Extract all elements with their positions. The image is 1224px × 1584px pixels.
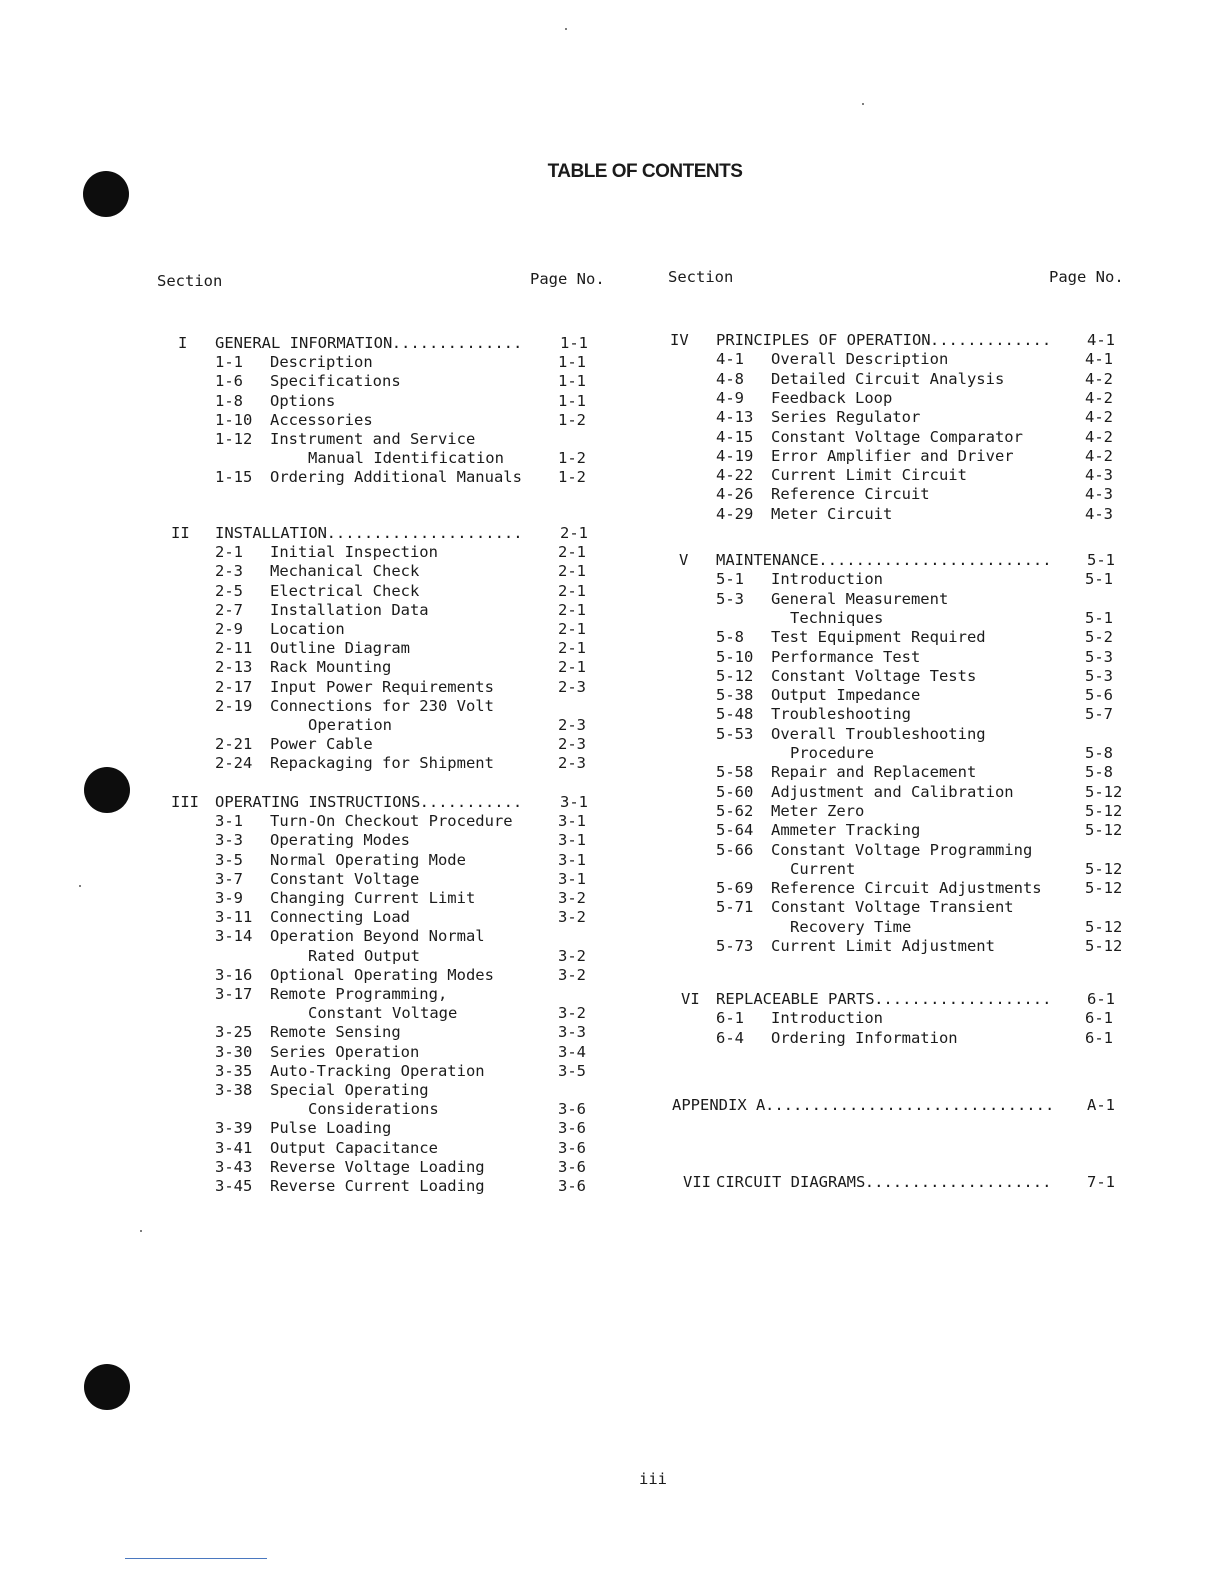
entry-number: 6-4 (716, 1028, 744, 1047)
entry-number: 3-14 (215, 927, 253, 946)
leader-dots: ............. (929, 331, 1052, 349)
entry-page: 3-2 (558, 965, 586, 984)
entry-title: Manual Identification (308, 449, 504, 468)
section-heading (0, 551, 1224, 570)
entry-title: Operating Modes (270, 831, 410, 850)
entry-number: 2-11 (215, 639, 253, 658)
entry-number: 3-1 (215, 812, 243, 831)
section-title[interactable]: GENERAL INFORMATION (215, 334, 393, 352)
section-page: 5-1 (1087, 551, 1115, 569)
toc-entry[interactable] (0, 350, 1224, 369)
entry-number: 5-12 (716, 666, 754, 685)
entry-page: 6-1 (1085, 1028, 1113, 1047)
entry-page: 2-3 (558, 735, 586, 754)
entry-title: Special Operating (270, 1081, 429, 1099)
scan-speck (862, 103, 864, 105)
entry-number: 2-1 (215, 543, 243, 562)
toc-entry[interactable] (0, 1029, 1224, 1048)
binder-hole-bottom (84, 1364, 130, 1410)
entry-number: 4-22 (716, 466, 754, 485)
section-title[interactable]: MAINTENANCE (716, 551, 819, 569)
entry-title: Repair and Replacement (771, 763, 977, 782)
entry-page: 1-2 (558, 468, 586, 487)
entry-page: 3-1 (558, 812, 586, 831)
entry-number: 3-16 (215, 965, 253, 984)
entry-page: 1-2 (558, 410, 586, 429)
toc-entry[interactable] (0, 763, 1224, 782)
entry-title: Performance Test (771, 647, 921, 666)
section-page: A-1 (1087, 1096, 1115, 1114)
entry-title: Error Amplifier and Driver (771, 446, 1014, 465)
entry-title: Remote Sensing (270, 1023, 401, 1042)
entry-number: 5-58 (716, 763, 754, 782)
entry-number: 3-17 (215, 985, 253, 1003)
section-roman: VI (681, 990, 700, 1008)
section-roman: III (171, 793, 199, 811)
entry-page: 2-1 (558, 658, 586, 677)
entry-title: Current Limit Circuit (771, 466, 967, 485)
entry-page: 3-2 (558, 889, 586, 907)
entry-page: 5-12 (1085, 801, 1123, 820)
entry-number: 3-38 (215, 1081, 253, 1099)
footer-rule (125, 1558, 267, 1559)
toc-entry[interactable] (0, 667, 1224, 686)
toc-entry[interactable] (0, 428, 1224, 447)
entry-page: 2-3 (558, 754, 586, 773)
section-page: 6-1 (1087, 990, 1115, 1008)
entry-title: Overall Description (771, 350, 949, 369)
entry-number: 2-5 (215, 581, 243, 600)
section-heading (0, 1096, 1224, 1115)
entry-page: 3-2 (558, 1004, 586, 1023)
entry-title: Reference Circuit (771, 485, 930, 504)
right-page-header: Page No. (1049, 268, 1124, 286)
entry-page: 5-12 (1085, 821, 1123, 840)
entry-title: Procedure (790, 744, 874, 762)
entry-page: 3-6 (558, 1100, 586, 1119)
entry-title: Ordering Additional Manuals (270, 468, 522, 487)
toc-entry[interactable] (0, 590, 1224, 609)
entry-page: 5-1 (1085, 570, 1113, 589)
section-page: 3-1 (560, 793, 588, 811)
entry-number: 3-3 (215, 831, 243, 850)
leader-dots: .............. (391, 334, 523, 352)
left-section-header: Section (157, 272, 223, 290)
entry-title: Troubleshooting (771, 705, 911, 724)
entry-page: 2-1 (558, 600, 586, 619)
toc-entry[interactable] (0, 821, 1224, 840)
section-heading (0, 990, 1224, 1009)
entry-number: 5-48 (716, 705, 754, 724)
entry-number: 2-7 (215, 600, 243, 619)
entry-title: Constant Voltage Transient (771, 898, 1014, 917)
entry-number: 1-15 (215, 468, 253, 487)
entry-number: 4-15 (716, 427, 754, 446)
entry-title: Output Impedance (771, 686, 921, 705)
toc-entry[interactable] (0, 466, 1224, 485)
entry-number: 1-10 (215, 410, 253, 429)
entry-page: 3-1 (558, 869, 586, 888)
entry-number: 2-3 (215, 562, 243, 581)
section-title[interactable]: PRINCIPLES OF OPERATION (716, 331, 931, 349)
toc-entry-continuation (0, 860, 1224, 879)
entry-page: 1-2 (558, 449, 586, 468)
entry-title: Series Operation (270, 1042, 420, 1061)
entry-title: Constant Voltage Tests (771, 666, 977, 685)
entry-title: Introduction (771, 570, 883, 589)
entry-title: Auto-Tracking Operation (270, 1061, 485, 1080)
leader-dots: ............................... (765, 1096, 1055, 1114)
toc-entry[interactable] (0, 1009, 1224, 1028)
section-page: 1-1 (560, 334, 588, 352)
entry-number: 3-9 (215, 889, 243, 907)
entry-number: 5-71 (716, 898, 754, 917)
entry-page: 5-7 (1085, 705, 1113, 724)
entry-title: Meter Zero (771, 801, 865, 820)
entry-title: Operation Beyond Normal (270, 927, 485, 946)
entry-number: 1-8 (215, 391, 243, 410)
toc-entry[interactable] (0, 802, 1224, 821)
section-title[interactable]: CIRCUIT DIAGRAMS (716, 1173, 866, 1191)
toc-entry[interactable] (0, 841, 1224, 860)
entry-title: Turn-On Checkout Procedure (270, 812, 513, 831)
leader-dots: ........... (419, 793, 523, 811)
entry-number: 4-1 (716, 350, 744, 369)
entry-title: Options (270, 391, 336, 410)
entry-title: Operation (308, 716, 392, 734)
entry-page: 2-1 (558, 543, 586, 562)
entry-page: 4-1 (1085, 350, 1113, 369)
toc-entry[interactable] (0, 408, 1224, 427)
entry-title: Ammeter Tracking (771, 821, 921, 840)
toc-entry[interactable] (0, 628, 1224, 647)
entry-title: Description (270, 353, 373, 372)
section-page: 7-1 (1087, 1173, 1115, 1191)
entry-title: Constant Voltage Programming (771, 840, 1033, 859)
toc-entry[interactable] (0, 705, 1224, 724)
entry-title: Recovery Time (790, 917, 912, 936)
entry-page: 3-2 (558, 908, 586, 927)
entry-number: 5-10 (716, 647, 754, 666)
page-title: TABLE OF CONTENTS (547, 161, 743, 182)
entry-title: Specifications (270, 372, 401, 391)
entry-page: 3-5 (558, 1061, 586, 1080)
section-title[interactable]: OPERATING INSTRUCTIONS (215, 793, 421, 811)
entry-number: 3-25 (215, 1023, 253, 1042)
entry-title: Reverse Current Loading (270, 1177, 485, 1195)
section-roman: I (178, 334, 188, 352)
toc-entry[interactable] (0, 447, 1224, 466)
entry-title: Adjustment and Calibration (771, 782, 1014, 801)
entry-number: 2-13 (215, 658, 253, 677)
entry-page: 2-3 (558, 716, 586, 734)
entry-title: Ordering Information (771, 1028, 958, 1047)
entry-number: 2-24 (215, 754, 253, 773)
entry-number: 5-8 (716, 628, 744, 647)
entry-number: 3-39 (215, 1119, 253, 1138)
entry-number: 2-9 (215, 620, 243, 638)
entry-number: 5-53 (716, 724, 754, 743)
section-roman: IV (670, 331, 689, 349)
entry-title: Rack Mounting (270, 658, 392, 677)
entry-title: Current (790, 859, 856, 878)
leader-dots: ................... (874, 990, 1052, 1008)
entry-number: 4-13 (716, 408, 754, 427)
toc-entry[interactable] (0, 686, 1224, 705)
entry-title: Meter Circuit (771, 504, 893, 523)
entry-title: Normal Operating Mode (270, 850, 466, 869)
section-title[interactable]: APPENDIX A (672, 1096, 766, 1114)
entry-page: 2-1 (558, 581, 586, 600)
section-roman: VII (683, 1173, 711, 1191)
entry-number: 5-3 (716, 589, 744, 608)
entry-title: Changing Current Limit (270, 889, 476, 907)
toc-entry[interactable] (0, 879, 1224, 898)
entry-title: Power Cable (270, 735, 373, 754)
section-heading (0, 1173, 1224, 1192)
entry-number: 1-6 (215, 372, 243, 391)
page-number: iii (639, 1470, 667, 1488)
section-roman: V (679, 551, 689, 569)
toc-entry-continuation (0, 609, 1224, 628)
entry-number: 4-26 (716, 485, 754, 504)
entry-page: 2-1 (558, 620, 586, 638)
leader-dots: ..................... (326, 524, 523, 542)
entry-number: 5-73 (716, 937, 754, 955)
toc-entry-continuation (0, 744, 1224, 763)
entry-page: 4-3 (1085, 485, 1113, 504)
section-title[interactable]: REPLACEABLE PARTS (716, 990, 875, 1008)
entry-title: Considerations (308, 1100, 439, 1119)
entry-number: 3-45 (215, 1177, 253, 1195)
entry-number: 3-30 (215, 1042, 253, 1061)
entry-number: 4-8 (716, 369, 744, 388)
entry-title: Optional Operating Modes (270, 965, 494, 984)
entry-page: 2-3 (558, 677, 586, 696)
entry-page: 4-2 (1085, 446, 1113, 465)
entry-number: 3-41 (215, 1138, 253, 1157)
entry-number: 5-64 (716, 821, 754, 840)
left-page-header: Page No. (530, 270, 605, 288)
entry-number: 2-17 (215, 677, 253, 696)
section-page: 4-1 (1087, 331, 1115, 349)
entry-page: 4-3 (1085, 504, 1113, 523)
toc-entry[interactable] (0, 937, 1224, 956)
entry-page: 2-1 (558, 562, 586, 581)
entry-page: 3-2 (558, 946, 586, 965)
entry-page: 1-1 (558, 391, 586, 410)
entry-page: 3-4 (558, 1042, 586, 1061)
entry-number: 5-38 (716, 686, 754, 705)
section-heading (0, 524, 1224, 543)
entry-page: 4-2 (1085, 388, 1113, 407)
entry-number: 5-69 (716, 879, 754, 898)
entry-number: 2-21 (215, 735, 253, 754)
entry-title: Repackaging for Shipment (270, 754, 494, 773)
entry-number: 3-5 (215, 850, 243, 869)
scan-speck (565, 28, 567, 30)
toc-entry[interactable] (0, 485, 1224, 504)
entry-title: Current Limit Adjustment (771, 937, 995, 955)
entry-number: 2-19 (215, 696, 253, 715)
toc-entry[interactable] (0, 1062, 1224, 1081)
entry-page: 5-2 (1085, 628, 1113, 647)
scan-speck (140, 1230, 142, 1232)
entry-number: 3-43 (215, 1157, 253, 1176)
toc-entry[interactable] (0, 1139, 1224, 1158)
entry-title: Overall Troubleshooting (771, 724, 986, 743)
entry-title: Introduction (771, 1009, 883, 1028)
toc-entry[interactable] (0, 505, 1224, 524)
leader-dots: .................... (864, 1173, 1052, 1191)
entry-number: 5-66 (716, 840, 754, 859)
right-section-header: Section (668, 268, 734, 286)
entry-number: 3-7 (215, 869, 243, 888)
entry-page: 5-1 (1085, 608, 1113, 627)
entry-title: Reference Circuit Adjustments (771, 879, 1042, 898)
entry-page: 5-3 (1085, 666, 1113, 685)
entry-page: 4-3 (1085, 466, 1113, 485)
entry-title: Test Equipment Required (771, 628, 986, 647)
entry-page: 5-12 (1085, 937, 1123, 955)
entry-number: 5-1 (716, 570, 744, 589)
entry-title: Location (270, 620, 345, 638)
entry-page: 5-12 (1085, 782, 1123, 801)
entry-number: 3-11 (215, 908, 253, 927)
entry-title: Outline Diagram (270, 639, 410, 658)
toc-entry[interactable] (0, 898, 1224, 917)
entry-title: Remote Programming, (270, 985, 448, 1003)
toc-entry[interactable] (0, 1119, 1224, 1138)
entry-page: 5-3 (1085, 647, 1113, 666)
entry-page: 5-12 (1085, 859, 1123, 878)
entry-title: Techniques (790, 608, 884, 627)
section-heading (0, 331, 1224, 350)
section-roman: II (171, 524, 190, 542)
entry-number: 4-19 (716, 446, 754, 465)
entry-title: Constant Voltage (308, 1004, 458, 1023)
entry-page: 3-1 (558, 850, 586, 869)
entry-page: 4-2 (1085, 408, 1113, 427)
entry-page: 4-2 (1085, 427, 1113, 446)
entry-title: Mechanical Check (270, 562, 420, 581)
entry-page: 5-12 (1085, 879, 1123, 898)
entry-title: Detailed Circuit Analysis (771, 369, 1005, 388)
entry-number: 1-12 (215, 430, 253, 448)
toc-entry-continuation (0, 918, 1224, 937)
entry-number: 4-9 (716, 388, 744, 407)
entry-title: Electrical Check (270, 581, 420, 600)
entry-title: Pulse Loading (270, 1119, 392, 1138)
entry-page: 3-1 (558, 831, 586, 850)
entry-page: 1-1 (558, 353, 586, 372)
entry-page: 3-6 (558, 1157, 586, 1176)
entry-page: 5-12 (1085, 917, 1123, 936)
entry-title: Constant Voltage (270, 869, 420, 888)
entry-page: 3-6 (558, 1177, 586, 1195)
entry-title: Installation Data (270, 600, 429, 619)
entry-title: Rated Output (308, 946, 420, 965)
toc-entry[interactable] (0, 648, 1224, 667)
entry-title: Connecting Load (270, 908, 410, 927)
entry-page: 4-2 (1085, 369, 1113, 388)
entry-title: Reverse Voltage Loading (270, 1157, 485, 1176)
entry-number: 5-62 (716, 801, 754, 820)
leader-dots: ......................... (818, 551, 1052, 569)
entry-number: 4-29 (716, 504, 754, 523)
entry-number: 1-1 (215, 353, 243, 372)
entry-page: 1-1 (558, 372, 586, 391)
entry-number: 5-60 (716, 782, 754, 801)
toc-entry[interactable] (0, 370, 1224, 389)
entry-title: Instrument and Service (270, 430, 476, 448)
entry-title: Connections for 230 Volt (270, 696, 494, 715)
entry-page: 5-6 (1085, 686, 1113, 705)
entry-title: Constant Voltage Comparator (771, 427, 1023, 446)
entry-number: 3-35 (215, 1061, 253, 1080)
toc-entry[interactable] (0, 570, 1224, 589)
entry-page: 5-8 (1085, 763, 1113, 782)
toc-entry[interactable] (0, 783, 1224, 802)
section-title[interactable]: INSTALLATION (215, 524, 327, 542)
entry-title: Input Power Requirements (270, 677, 494, 696)
entry-number: 6-1 (716, 1009, 744, 1028)
section-page: 2-1 (560, 524, 588, 542)
entry-title: Output Capacitance (270, 1138, 438, 1157)
entry-page: 5-8 (1085, 744, 1113, 762)
entry-title: Initial Inspection (270, 543, 438, 562)
entry-title: Accessories (270, 410, 373, 429)
toc-entry[interactable] (0, 725, 1224, 744)
toc-entry[interactable] (0, 966, 1224, 985)
entry-page: 2-1 (558, 639, 586, 658)
toc-entry[interactable] (0, 389, 1224, 408)
entry-title: Feedback Loop (771, 388, 893, 407)
entry-title: Series Regulator (771, 408, 921, 427)
entry-page: 6-1 (1085, 1009, 1113, 1028)
entry-title: General Measurement (771, 589, 949, 608)
entry-page: 3-3 (558, 1023, 586, 1042)
entry-page: 3-6 (558, 1138, 586, 1157)
entry-page: 3-6 (558, 1119, 586, 1138)
